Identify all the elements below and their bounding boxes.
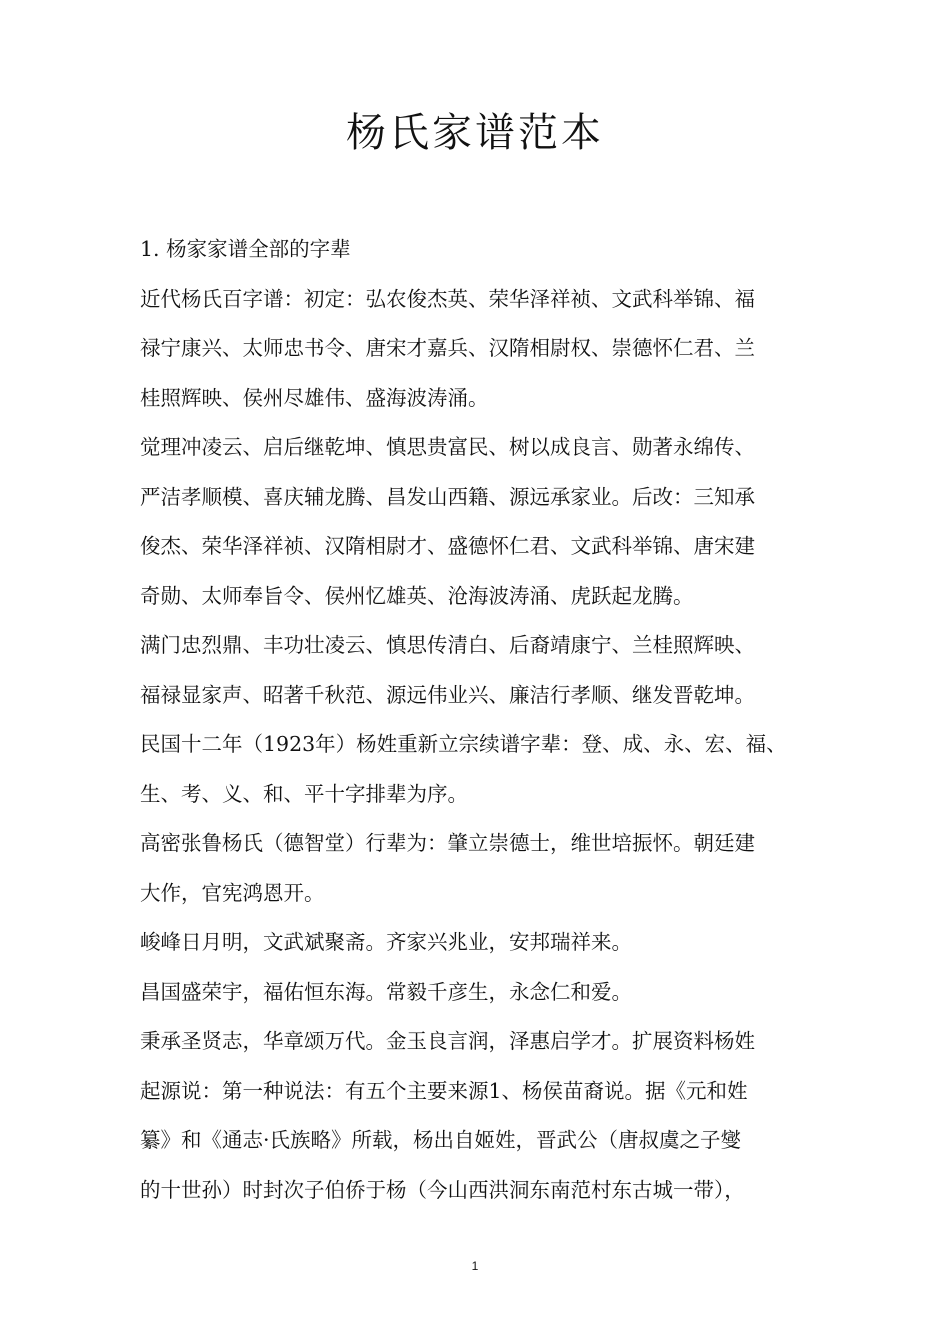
page-number: 1 — [471, 1259, 479, 1273]
text-line: 高密张鲁杨氏（德智堂）行辈为：肇立崇德士，维世培振怀。朝廷建 — [140, 831, 755, 855]
text-line: 的十世孙）时封次子伯侨于杨（今山西洪洞东南范村东古城一带）， — [140, 1177, 745, 1202]
text-line: 1. 杨家家谱全部的字辈 — [140, 237, 351, 261]
text-line: 奇勋、太师奉旨令、侯州忆雄英、沧海波涛涌、虎跃起龙腾。 — [140, 583, 694, 608]
text-line: 峻峰日月明，文武斌聚斋。齐家兴兆业，安邦瑞祥来。 — [140, 930, 632, 954]
text-line: 昌国盛荣宇，福佑恒东海。常毅千彦生，永念仁和爱。 — [140, 979, 632, 1004]
text-line: 纂》和《通志·氏族略》所载，杨出自姬姓，晋武公（唐叔虞之子燮 — [140, 1128, 742, 1152]
text-line: 禄宁康兴、太师忠书令、唐宋才嘉兵、汉隋相尉权、崇德怀仁君、兰 — [140, 336, 755, 360]
text-line: 民国十二年（1923年）杨姓重新立宗续谱字辈：登、成、永、宏、福、 — [140, 732, 787, 756]
document-body — [140, 225, 840, 1215]
text-line: 满门忠烈鼎、丰功壮凌云、慎思传清白、后裔靖康宁、兰桂照辉映、 — [140, 633, 755, 657]
text-line: 严洁孝顺模、喜庆辅龙腾、昌发山西籍、源远承家业。后改：三知承 — [140, 484, 755, 509]
text-line: 大作，官宪鸿恩开。 — [140, 880, 325, 905]
text-line: 秉承圣贤志，华章颂万代。金玉良言润，泽惠启学才。扩展资料杨姓 — [140, 1029, 755, 1053]
text-line: 福禄显家声、昭著千秋范、源远伟业兴、廉洁行孝顺、继发晋乾坤。 — [140, 682, 755, 707]
text-line: 起源说：第一种说法：有五个主要来源1、杨侯苗裔说。据《元和姓 — [140, 1078, 748, 1103]
document-title: 杨氏家谱范本 — [346, 110, 604, 156]
text-line: 觉理冲凌云、启后继乾坤、慎思贵富民、树以成良言、勋著永绵传、 — [140, 435, 755, 459]
text-line: 近代杨氏百字谱：初定：弘农俊杰英、荣华泽祥祯、文武科举锦、福 — [140, 286, 755, 311]
text-line: 生、考、义、和、平十字排辈为序。 — [140, 781, 468, 806]
text-line: 桂照辉映、侯州尽雄伟、盛海波涛涌。 — [140, 385, 489, 410]
text-line: 俊杰、荣华泽祥祯、汉隋相尉才、盛德怀仁君、文武科举锦、唐宋建 — [140, 534, 755, 558]
